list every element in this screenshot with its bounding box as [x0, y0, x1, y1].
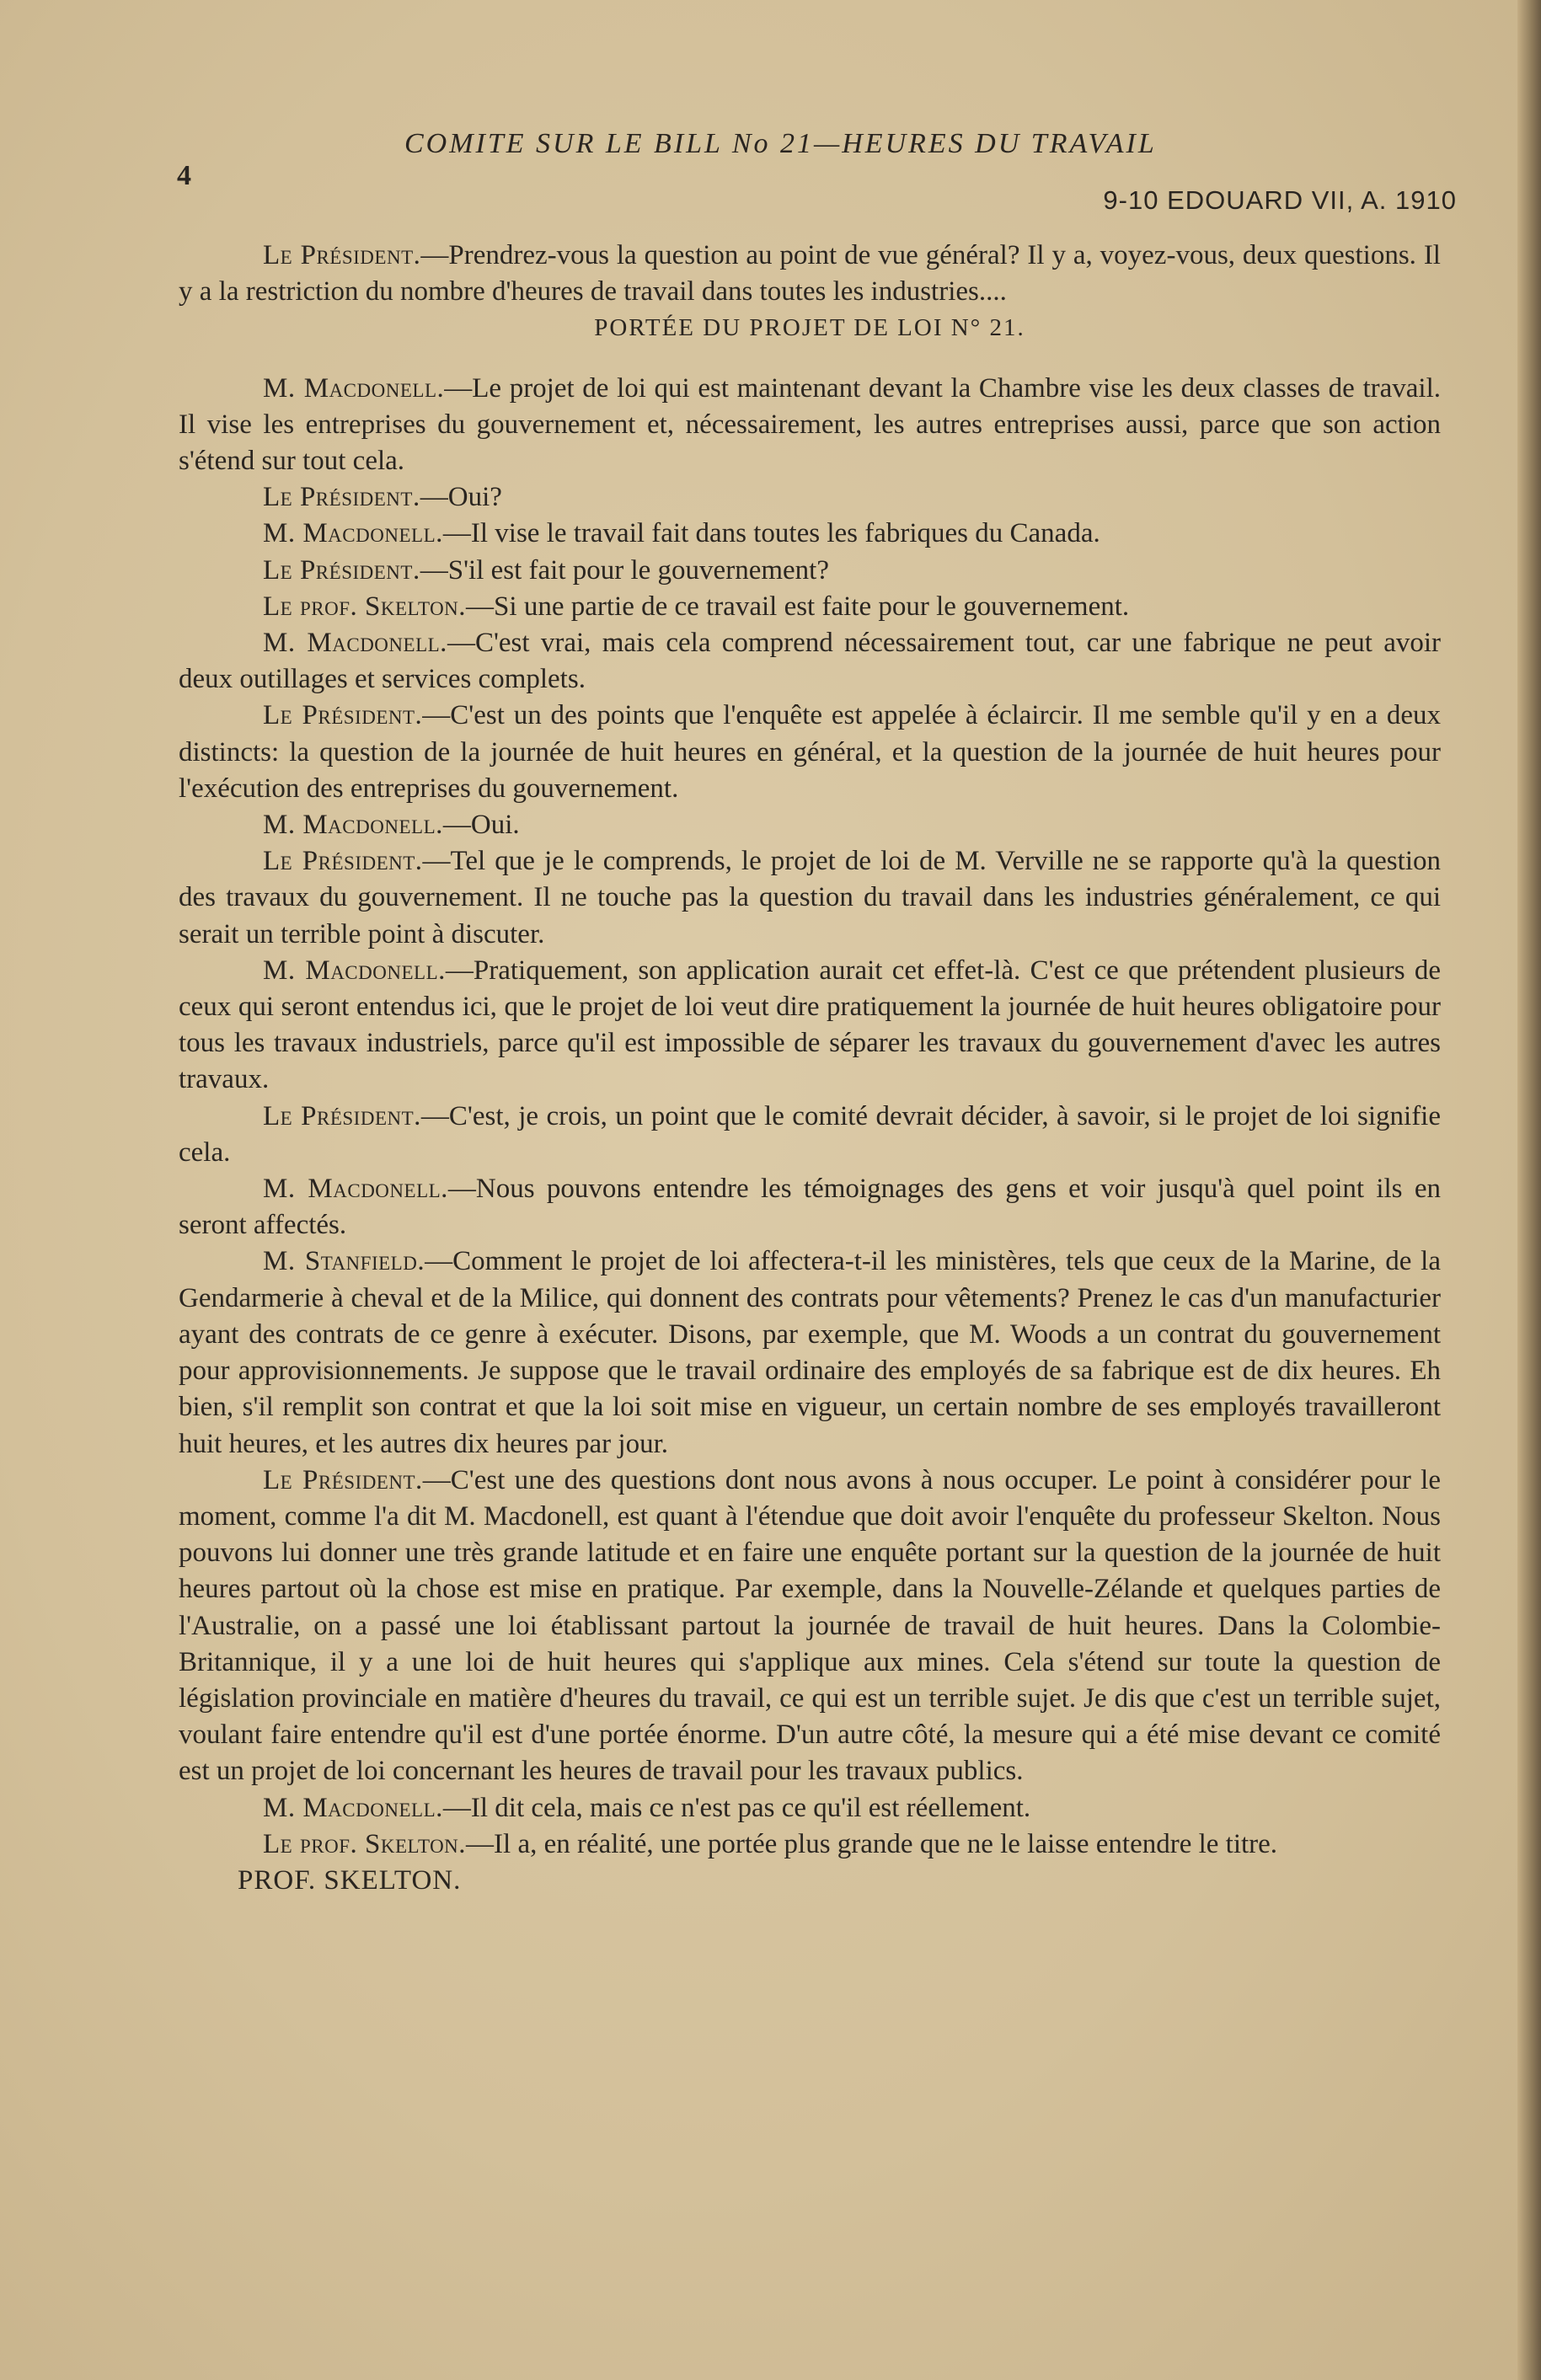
- speech-text: —Comment le projet de loi affectera-t-il les ministères, tels que ceux de la Marine, de la Gendarmerie à cheval et de la Milice, qui donnent des contrats pour vêtements? Prenez le cas d'un manufacturier ayant des contrats de ce genre à exécuter. Disons, par exemple, que M. Woods a un contrat du gouvernement pour approvisionnements. Je suppose que le travail ordinaire des employés de sa fabrique est de dix heures. Eh bien, s'il remplit son contrat et que la loi soit mise en vigueur, un certain nombre de ses employés travailleront huit heures, et les autres dix heures par jour.: [179, 1246, 1441, 1459]
- speech-text: —Il dit cela, mais ce n'est pas ce qu'il est réellement.: [442, 1792, 1031, 1823]
- dialogue-paragraph: [179, 516, 1441, 552]
- dialogue-paragraph: [179, 843, 1441, 953]
- dialogue-paragraph: [179, 953, 1441, 1099]
- speech-text: —Oui?: [420, 482, 502, 513]
- speech-text: —S'il est fait pour le gouvernement?: [420, 554, 829, 586]
- speaker-name: M. Macdonell.: [263, 1174, 448, 1205]
- speech-text: —Prendrez-vous la question au point de vue général? Il y a, voyez-vous, deux questions. Il y a la restriction du nombre d'heures de travail dans toutes les industries....: [179, 240, 1441, 308]
- speaker-name: Le prof. Skelton.: [263, 591, 467, 622]
- page-header: [177, 128, 1441, 191]
- dialogue-paragraph: [179, 1171, 1441, 1243]
- speaker-name: Le prof. Skelton.: [263, 1828, 467, 1859]
- speech-text: —Tel que je le comprends, le projet de loi de M. Verville ne se rapporte qu'à la question des travaux du gouvernement. Il ne touche pas la question du travail dans les industries généralement, ce qui serait un terrible point à discuter.: [179, 846, 1441, 949]
- speaker-name: Le Président.: [263, 1464, 423, 1495]
- speaker-name: M. Macdonell.: [263, 628, 447, 659]
- speaker-name: M. Macdonell.: [263, 372, 445, 404]
- speech-text: —C'est vrai, mais cela comprend nécessairement tout, car une fabrique ne peut avoir deux outillages et services complets.: [179, 628, 1442, 695]
- closing-heading: PROF. SKELTON.: [238, 1864, 462, 1896]
- page-number: 4: [177, 160, 191, 191]
- page-edge-shadow: [1517, 0, 1541, 2380]
- speech-text: —C'est une des questions dont nous avons à nous occuper. Le point à considérer pour le moment, comme l'a dit M. Macdonell, est quant à l'étendue que doit avoir l'enquête du professeur Skelton. Nous pouvons lui donner une très grande latitude et en faire une enquête portant sur la question de la journée de huit heures partout où la chose est mise en pratique. Par exemple, dans la Nouvelle-Zélande et quelques parties de l'Australie, on a passé une loi établissant partout la journée de travail de huit heures. Dans la Colombie-Britannique, il y a une loi de huit heures qui s'applique aux mines. Cela s'étend sur toute la question de législation provinciale en matière d'heures du travail, ce qui est un terrible sujet. Je dis que c'est un terrible sujet, voulant faire entendre qu'il est d'une portée énorme. D'un autre côté, la mesure qui a été mise devant ce comité est un projet de loi concernant les heures de travail pour les travaux publics.: [179, 1464, 1441, 1787]
- speaker-name: M. Stanfield.: [263, 1246, 425, 1277]
- session-label: 9-10 EDOUARD VII, A. 1910: [1103, 185, 1457, 215]
- dialogue-paragraph: [179, 589, 1441, 625]
- dialogue-paragraph: [179, 1243, 1441, 1462]
- running-title: COMITE SUR LE BILL No 21—HEURES DU TRAVAIL: [404, 128, 1157, 159]
- speaker-name: Le Président.: [263, 700, 423, 731]
- speech-text: —Il a, en réalité, une portée plus grande que ne le laisse entendre le titre.: [466, 1828, 1278, 1859]
- speaker-name: Le Président.: [263, 554, 420, 586]
- speech-text: —Oui.: [442, 810, 520, 841]
- dialogue-paragraph: [179, 479, 1441, 516]
- speaker-name: Le Président.: [263, 1100, 421, 1131]
- dialogue-paragraph: [179, 1463, 1441, 1790]
- dialogue-paragraph: [179, 1099, 1441, 1171]
- speaker-name: Le Président.: [263, 240, 421, 270]
- dialogue-paragraph: [179, 1790, 1441, 1826]
- dialogue-paragraph: [179, 698, 1441, 807]
- speech-text: —C'est un des points que l'enquête est appelée à éclaircir. Il me semble qu'il y en a deux distincts: la question de la journée de huit heures en général, et la question de la journée de huit heures pour l'exécution des entreprises du gouvernement.: [179, 700, 1441, 804]
- dialogue-paragraph: [179, 371, 1441, 480]
- speech-text: —Le projet de loi qui est maintenant devant la Chambre vise les deux classes de travail. Il vise les entreprises du gouvernement et, nécessairement, les autres entreprises aussi, parce que son action s'étend sur tout cela.: [179, 372, 1441, 477]
- dialogue-paragraph: [179, 238, 1441, 310]
- speech-text: —C'est, je crois, un point que le comité devrait décider, à savoir, si le projet de loi signifie cela.: [179, 1100, 1441, 1168]
- speech-text: —Il vise le travail fait dans toutes les fabriques du Canada.: [442, 518, 1100, 549]
- speaker-name: M. Macdonell.: [263, 518, 443, 549]
- speech-text: —Nous pouvons entendre les témoignages des gens et voir jusqu'à quel point ils en seront affectés.: [179, 1174, 1441, 1241]
- speaker-name: M. Macdonell.: [263, 810, 443, 841]
- dialogue-paragraph: [179, 625, 1441, 698]
- speaker-name: M. Macdonell.: [263, 1792, 443, 1823]
- dialogue-paragraph: [179, 1826, 1441, 1863]
- speech-text: —Pratiquement, son application aurait cet effet-là. C'est ce que prétendent plusieurs de ceux qui seront entendus ici, que le projet de loi veut dire pratiquement la journée de huit heures obligatoire pour tous les travaux industriels, parce qu'il est impossible de séparer les travaux du gouvernement d'avec les autres travaux.: [179, 955, 1441, 1095]
- speaker-name: Le Président.: [263, 482, 420, 513]
- speaker-name: Le Président.: [263, 846, 423, 877]
- speech-text: —Si une partie de ce travail est faite pour le gouvernement.: [466, 591, 1130, 622]
- dialogue-paragraph: [179, 553, 1441, 589]
- body-text: [179, 238, 1441, 1899]
- speaker-name: M. Macdonell.: [263, 955, 446, 986]
- section-heading: PORTÉE DU PROJET DE LOI N° 21.: [594, 314, 1025, 342]
- dialogue-paragraph: [179, 807, 1441, 843]
